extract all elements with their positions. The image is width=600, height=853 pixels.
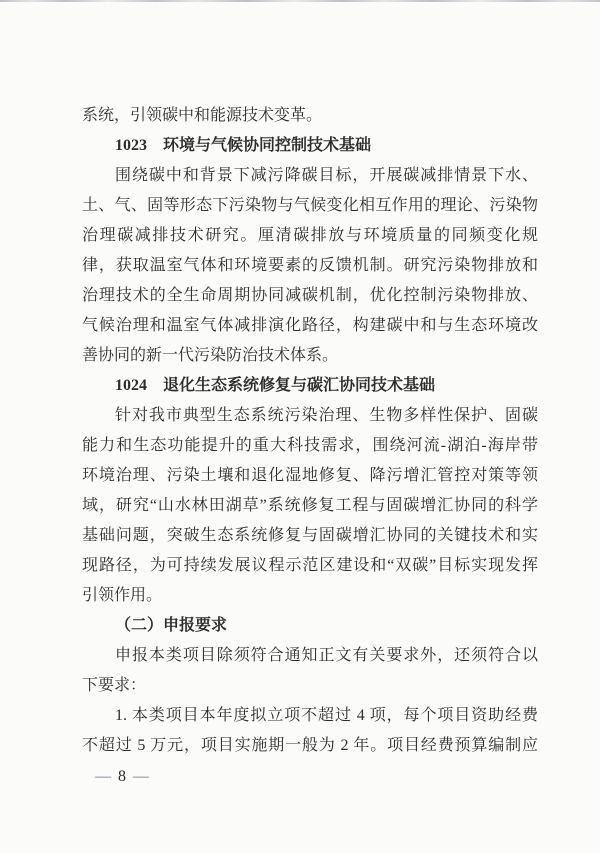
- body-line: 针对我市典型生态系统污染治理、生物多样性保护、固碳: [115, 407, 538, 424]
- body-line: 治理碳减排技术研究。厘清碳排放与环境质量的同频变化规: [82, 227, 538, 244]
- body-line: 治理技术的全生命周期协同减碳机制，优化控制污染物排放、: [82, 287, 538, 304]
- document-body: [82, 101, 538, 761]
- body-line: 1. 本类项目本年度拟立项不超过 4 项，每个项目资助经费: [115, 707, 538, 724]
- subsection-heading-shenbao-yaoqiu: （二）申报要求: [115, 617, 228, 634]
- body-line: 系统，引领碳中和能源技术变革。: [82, 107, 323, 124]
- body-line: 下要求：: [82, 677, 147, 694]
- footer-dash-right: —: [133, 768, 149, 785]
- footer-dash-left: —: [95, 768, 111, 785]
- body-line: 域，研究“山水林田湖草”系统修复工程与固碳增汇协同的科学: [82, 497, 538, 514]
- body-line: 善协同的新一代污染防治技术体系。: [82, 347, 339, 364]
- body-line: 律，获取温室气体和环境要素的反馈机制。研究污染物排放和: [82, 257, 538, 274]
- section-heading-1024: 1024 退化生态系统修复与碳汇协同技术基础: [115, 377, 436, 394]
- body-line: 土、气、固等形态下污染物与气候变化相互作用的理论、污染物: [82, 197, 538, 214]
- scan-artifact-top-edge: [0, 0, 600, 2]
- body-line: 不超过 5 万元，项目实施期一般为 2 年。项目经费预算编制应: [82, 737, 538, 754]
- page-footer: [88, 762, 156, 792]
- body-line: 基础问题，突破生态系统修复与固碳增汇协同的关键技术和实: [82, 527, 538, 544]
- body-line: 能力和生态功能提升的重大科技需求，围绕河流-湖泊-海岸带: [82, 437, 538, 454]
- page-number: 8: [118, 768, 126, 785]
- body-line: 围绕碳中和背景下减污降碳目标，开展碳减排情景下水、: [115, 167, 538, 184]
- body-line: 气候治理和温室气体减排演化路径，构建碳中和与生态环境改: [82, 317, 538, 334]
- body-line: 引领作用。: [82, 587, 163, 604]
- body-line: 环境治理、污染土壤和退化湿地修复、降污增汇管控对策等领: [82, 467, 538, 484]
- body-line: 现路径，为可持续发展议程示范区建设和“双碳”目标实现发挥: [82, 557, 538, 574]
- section-heading-1023: 1023 环境与气候协同控制技术基础: [115, 137, 372, 154]
- body-line: 申报本类项目除须符合通知正文有关要求外，还须符合以: [115, 647, 538, 664]
